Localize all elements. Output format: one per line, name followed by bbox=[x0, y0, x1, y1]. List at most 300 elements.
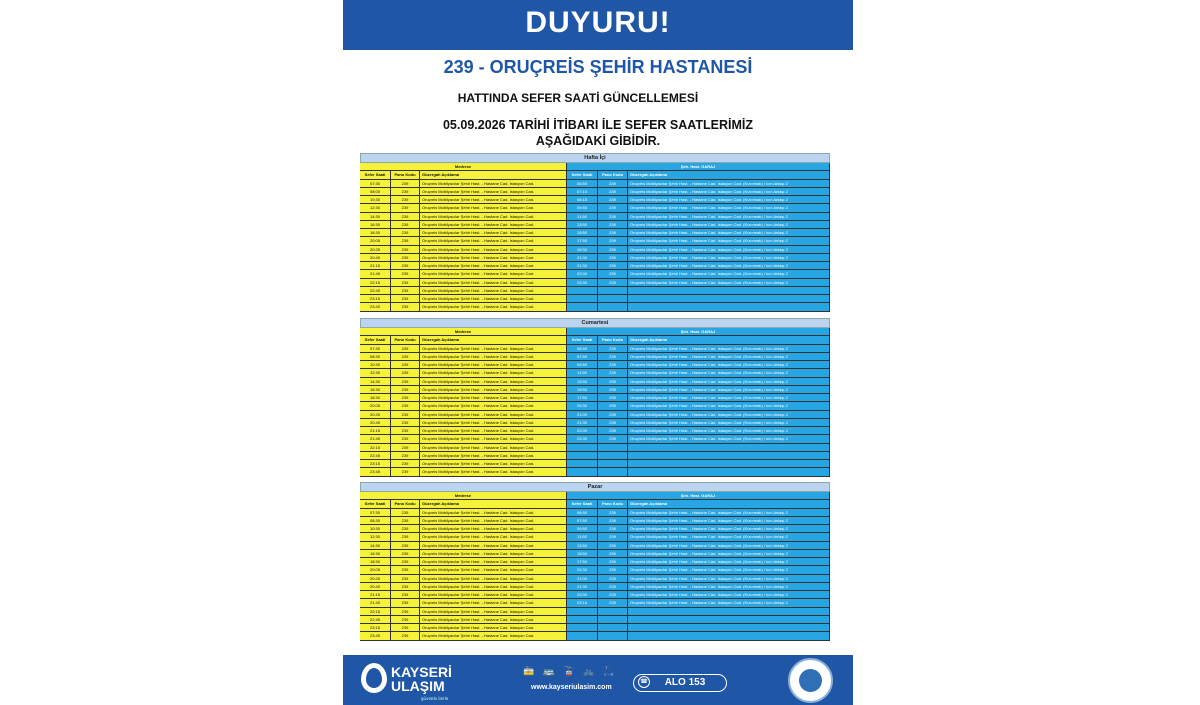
route-description: Oruçreis Mobilyacılar Şehir Hast. - Hastane Cad. İstasyon Cad. (Kızıırmak) / Icın Anlaşı 2 bbox=[628, 204, 830, 212]
route-description: Oruçreis Mobilyacılar Şehir Hast. - Hastane Cad. İstasyon Cad. (Kızıırmak) / Icın Anlaşı 2 bbox=[628, 575, 830, 583]
board-code: 239 bbox=[598, 270, 628, 278]
route-description: Oruçreis Mobilyacılar Şehir Hast. - Hastane Cad. İstasyon Cad. (Kızıırmak) / Icın Anlaşı 2 bbox=[628, 213, 830, 221]
table-row bbox=[567, 566, 830, 574]
departure-time: 22:15 bbox=[360, 279, 391, 287]
route-description: Oruçreis Mobilyacılar Şehir Hast. - Hastane Cad. İstasyon Cad. (Kızıırmak) / Icın Anlaşı 2 bbox=[628, 533, 830, 541]
table-row bbox=[567, 246, 830, 254]
table-row bbox=[567, 353, 830, 361]
stop-title-row bbox=[360, 492, 567, 500]
table-row bbox=[360, 427, 567, 435]
departure-time: 12:30 bbox=[360, 533, 391, 541]
header-code: Pano Kodu bbox=[598, 336, 628, 344]
table-row bbox=[567, 509, 830, 517]
left-stop-column bbox=[360, 492, 567, 641]
route-description: Oruçreis Mobilyacılar Şehir Hast. - Hastane Cad. İstasyon Cad. bbox=[420, 460, 567, 468]
board-code: 239 bbox=[391, 435, 420, 443]
table-row bbox=[360, 509, 567, 517]
departure-time bbox=[567, 632, 598, 640]
table-row bbox=[567, 583, 830, 591]
departure-time bbox=[567, 444, 598, 452]
route-description: Oruçreis Mobilyacılar Şehir Hast. - Hastane Cad. İstasyon Cad. bbox=[420, 246, 567, 254]
board-code: 239 bbox=[391, 204, 420, 212]
table-row bbox=[360, 345, 567, 353]
stop-name: Şeh. Hast. GARAJ bbox=[567, 328, 830, 336]
route-description: Oruçreis Mobilyacılar Şehir Hast. - Hastane Cad. İstasyon Cad. bbox=[420, 444, 567, 452]
table-row bbox=[567, 632, 830, 640]
board-code: 239 bbox=[391, 566, 420, 574]
table-row bbox=[360, 566, 567, 574]
departure-time: 22:00 bbox=[567, 427, 598, 435]
stop-name: Şeh. Hast. GARAJ bbox=[567, 163, 830, 171]
table-row bbox=[567, 196, 830, 204]
board-code: 239 bbox=[598, 566, 628, 574]
table-row bbox=[567, 517, 830, 525]
departure-time: 21:00 bbox=[567, 575, 598, 583]
table-row bbox=[360, 558, 567, 566]
schedule-table-3 bbox=[360, 482, 830, 641]
departure-time: 20:45 bbox=[360, 254, 391, 262]
board-code: 239 bbox=[391, 542, 420, 550]
departure-time: 22:45 bbox=[360, 616, 391, 624]
municipality-seal-icon bbox=[788, 658, 833, 703]
board-code: 239 bbox=[391, 287, 420, 295]
board-code: 239 bbox=[598, 427, 628, 435]
table-row bbox=[567, 295, 830, 303]
day-header: Pazar bbox=[360, 482, 830, 492]
departure-time: 22:45 bbox=[360, 287, 391, 295]
header-code: Pano Kodu bbox=[598, 500, 628, 508]
table-row bbox=[360, 435, 567, 443]
table-row bbox=[567, 599, 830, 607]
route-description bbox=[628, 452, 830, 460]
brand-logo-text: KAYSERİ ULAŞIM bbox=[391, 664, 452, 694]
table-row bbox=[360, 468, 567, 476]
departure-time: 16:30 bbox=[360, 386, 391, 394]
route-description bbox=[628, 444, 830, 452]
table-row bbox=[567, 616, 830, 624]
table-row bbox=[567, 345, 830, 353]
departure-time: 08:30 bbox=[360, 517, 391, 525]
announcement-poster bbox=[343, 0, 853, 705]
board-code: 239 bbox=[598, 599, 628, 607]
departure-time: 17:50 bbox=[567, 394, 598, 402]
route-description: Oruçreis Mobilyacılar Şehir Hast. - Hastane Cad. İstasyon Cad. bbox=[420, 411, 567, 419]
departure-time: 07:50 bbox=[567, 353, 598, 361]
departure-time: 09:50 bbox=[567, 204, 598, 212]
board-code bbox=[598, 295, 628, 303]
board-code: 239 bbox=[391, 262, 420, 270]
table-row bbox=[567, 550, 830, 558]
header-time: Sefer Saati bbox=[360, 336, 391, 344]
board-code: 239 bbox=[598, 517, 628, 525]
departure-time: 20:45 bbox=[360, 583, 391, 591]
table-row bbox=[360, 204, 567, 212]
board-code: 239 bbox=[391, 188, 420, 196]
right-stop-column bbox=[567, 328, 830, 477]
table-row bbox=[360, 419, 567, 427]
departure-time: 13:50 bbox=[567, 221, 598, 229]
board-code: 239 bbox=[391, 583, 420, 591]
board-code: 239 bbox=[391, 254, 420, 262]
route-description: Oruçreis Mobilyacılar Şehir Hast. - Hastane Cad. İstasyon Cad. (Kızıırmak) / Icın Anlaşı 2 bbox=[628, 180, 830, 188]
route-description: Oruçreis Mobilyacılar Şehir Hast. - Hastane Cad. İstasyon Cad. (Kızıırmak) / Icın Anlaşı 2 bbox=[628, 237, 830, 245]
departure-time: 23:30 bbox=[567, 435, 598, 443]
route-description bbox=[628, 624, 830, 632]
board-code bbox=[598, 303, 628, 311]
column-header-row bbox=[567, 171, 830, 179]
route-description: Oruçreis Mobilyacılar Şehir Hast. - Hastane Cad. İstasyon Cad. bbox=[420, 369, 567, 377]
table-row bbox=[360, 262, 567, 270]
header-time: Sefer Saati bbox=[567, 171, 598, 179]
board-code: 239 bbox=[598, 180, 628, 188]
departure-time: 07:50 bbox=[567, 517, 598, 525]
board-code: 239 bbox=[391, 419, 420, 427]
board-code: 239 bbox=[598, 378, 628, 386]
table-row bbox=[360, 369, 567, 377]
board-code: 239 bbox=[391, 533, 420, 541]
route-description bbox=[628, 303, 830, 311]
departure-time: 18:30 bbox=[360, 558, 391, 566]
board-code: 239 bbox=[598, 361, 628, 369]
table-row bbox=[567, 378, 830, 386]
route-description: Oruçreis Mobilyacılar Şehir Hast. - Hastane Cad. İstasyon Cad. (Kızıırmak) / Icın Anlaşı 2 bbox=[628, 229, 830, 237]
departure-time: 19:30 bbox=[567, 246, 598, 254]
board-code bbox=[598, 452, 628, 460]
table-row bbox=[567, 591, 830, 599]
table-row bbox=[360, 361, 567, 369]
day-header: Cumartesi bbox=[360, 318, 830, 328]
table-row bbox=[567, 221, 830, 229]
board-code: 239 bbox=[391, 246, 420, 254]
board-code: 239 bbox=[391, 394, 420, 402]
board-code: 239 bbox=[391, 353, 420, 361]
route-description: Oruçreis Mobilyacılar Şehir Hast. - Hastane Cad. İstasyon Cad. (Kızıırmak) / Icın Anlaşı 2 bbox=[628, 262, 830, 270]
table-row bbox=[360, 213, 567, 221]
table-row bbox=[360, 246, 567, 254]
header-code: Pano Kodu bbox=[391, 171, 420, 179]
board-code: 239 bbox=[598, 279, 628, 287]
table-row bbox=[567, 444, 830, 452]
board-code: 239 bbox=[598, 369, 628, 377]
departure-time: 07:30 bbox=[360, 509, 391, 517]
hotline-text: ALO 153 bbox=[664, 677, 706, 688]
board-code: 239 bbox=[598, 213, 628, 221]
board-code: 239 bbox=[391, 279, 420, 287]
departure-time: 20:05 bbox=[360, 402, 391, 410]
departure-time: 11:50 bbox=[567, 369, 598, 377]
route-description: Oruçreis Mobilyacılar Şehir Hast. - Hastane Cad. İstasyon Cad. bbox=[420, 402, 567, 410]
table-row bbox=[567, 419, 830, 427]
column-header-row bbox=[360, 500, 567, 508]
board-code: 239 bbox=[598, 509, 628, 517]
table-row bbox=[567, 287, 830, 295]
table-row bbox=[360, 180, 567, 188]
route-description bbox=[628, 608, 830, 616]
board-code bbox=[598, 287, 628, 295]
departure-time: 21:30 bbox=[567, 583, 598, 591]
route-description: Oruçreis Mobilyacılar Şehir Hast. - Hastane Cad. İstasyon Cad. bbox=[420, 303, 567, 311]
table-row bbox=[567, 394, 830, 402]
board-code: 239 bbox=[391, 270, 420, 278]
board-code: 239 bbox=[598, 411, 628, 419]
route-description: Oruçreis Mobilyacılar Şehir Hast. - Hastane Cad. İstasyon Cad. (Kızıırmak) / Icın Anlaşı 2 bbox=[628, 221, 830, 229]
location-pin-icon bbox=[361, 663, 387, 693]
brand-tagline: güvenle ilerle bbox=[421, 696, 449, 701]
route-description: Oruçreis Mobilyacılar Şehir Hast. - Hastane Cad. İstasyon Cad. bbox=[420, 295, 567, 303]
route-title: 239 - ORUÇREİS ŞEHİR HASTANESİ bbox=[443, 57, 753, 77]
table-row bbox=[567, 435, 830, 443]
route-description: Oruçreis Mobilyacılar Şehir Hast. - Hastane Cad. İstasyon Cad. (Kızıırmak) / Icın Anlaşı 2 bbox=[628, 279, 830, 287]
board-code: 239 bbox=[598, 229, 628, 237]
board-code: 239 bbox=[391, 599, 420, 607]
table-row bbox=[567, 254, 830, 262]
departure-time: 11:50 bbox=[567, 533, 598, 541]
board-code: 239 bbox=[391, 180, 420, 188]
table-row bbox=[360, 378, 567, 386]
board-code: 239 bbox=[391, 468, 420, 476]
route-description: Oruçreis Mobilyacılar Şehir Hast. - Hastane Cad. İstasyon Cad. (Kızıırmak) / Icın Anlaşı 2 bbox=[628, 378, 830, 386]
route-description: Oruçreis Mobilyacılar Şehir Hast. - Hastane Cad. İstasyon Cad. (Kızıırmak) / Icın Anlaşı 2 bbox=[628, 419, 830, 427]
table-row bbox=[567, 180, 830, 188]
departure-time: 20:25 bbox=[360, 246, 391, 254]
board-code: 239 bbox=[391, 237, 420, 245]
departure-time: 17:50 bbox=[567, 558, 598, 566]
departure-time: 21:30 bbox=[567, 262, 598, 270]
stop-title-row bbox=[567, 328, 830, 336]
table-row bbox=[567, 525, 830, 533]
route-description: Oruçreis Mobilyacılar Şehir Hast. - Hastane Cad. İstasyon Cad. (Kızıırmak) / Icın Anlaşı 2 bbox=[628, 542, 830, 550]
route-description: Oruçreis Mobilyacılar Şehir Hast. - Hastane Cad. İstasyon Cad. (Kızıırmak) / Icın Anlaşı 2 bbox=[628, 525, 830, 533]
departure-time: 08:00 bbox=[360, 188, 391, 196]
table-row bbox=[567, 411, 830, 419]
route-description: Oruçreis Mobilyacılar Şehir Hast. - Hastane Cad. İstasyon Cad. (Kızıırmak) / Icın Anlaşı 2 bbox=[628, 394, 830, 402]
route-description: Oruçreis Mobilyacılar Şehir Hast. - Hastane Cad. İstasyon Cad. (Kızıırmak) / Icın Anlaşı 2 bbox=[628, 246, 830, 254]
departure-time: 20:25 bbox=[360, 575, 391, 583]
table-row bbox=[567, 575, 830, 583]
board-code: 239 bbox=[598, 583, 628, 591]
departure-time: 06:50 bbox=[567, 345, 598, 353]
departure-time: 10:30 bbox=[360, 525, 391, 533]
table-row bbox=[360, 525, 567, 533]
board-code: 239 bbox=[598, 542, 628, 550]
departure-time: 12:30 bbox=[360, 204, 391, 212]
announcement-banner: DUYURU! bbox=[343, 0, 853, 50]
phone-icon: ☎ bbox=[638, 676, 650, 688]
board-code: 239 bbox=[391, 509, 420, 517]
route-description: Oruçreis Mobilyacılar Şehir Hast. - Hastane Cad. İstasyon Cad. bbox=[420, 427, 567, 435]
departure-time: 12:30 bbox=[360, 369, 391, 377]
departure-time: 10:30 bbox=[360, 361, 391, 369]
board-code: 239 bbox=[598, 246, 628, 254]
table-row bbox=[567, 608, 830, 616]
route-description: Oruçreis Mobilyacılar Şehir Hast. - Hastane Cad. İstasyon Cad. bbox=[420, 204, 567, 212]
route-description: Oruçreis Mobilyacılar Şehir Hast. - Hastane Cad. İstasyon Cad. bbox=[420, 591, 567, 599]
table-row bbox=[360, 517, 567, 525]
table-row bbox=[360, 583, 567, 591]
departure-time: 21:45 bbox=[360, 599, 391, 607]
table-row bbox=[567, 361, 830, 369]
route-description: Oruçreis Mobilyacılar Şehir Hast. - Hastane Cad. İstasyon Cad. bbox=[420, 262, 567, 270]
departure-time: 20:30 bbox=[567, 402, 598, 410]
departure-time: 21:30 bbox=[567, 419, 598, 427]
board-code: 239 bbox=[598, 386, 628, 394]
departure-time: 23:45 bbox=[360, 303, 391, 311]
table-row bbox=[360, 229, 567, 237]
route-description: Oruçreis Mobilyacılar Şehir Hast. - Hastane Cad. İstasyon Cad. bbox=[420, 287, 567, 295]
board-code: 239 bbox=[391, 303, 420, 311]
table-row bbox=[360, 270, 567, 278]
website-link[interactable]: www.kayseriulasim.com bbox=[531, 684, 612, 691]
update-subtitle: HATTINDA SEFER SAATİ GÜNCELLEMESİ bbox=[457, 91, 699, 105]
table-row bbox=[567, 204, 830, 212]
board-code: 239 bbox=[391, 460, 420, 468]
board-code: 239 bbox=[598, 394, 628, 402]
route-description: Oruçreis Mobilyacılar Şehir Hast. - Hastane Cad. İstasyon Cad. bbox=[420, 608, 567, 616]
board-code: 239 bbox=[598, 435, 628, 443]
left-stop-column bbox=[360, 163, 567, 312]
table-row bbox=[360, 591, 567, 599]
departure-time: 23:45 bbox=[360, 468, 391, 476]
header-code: Pano Kodu bbox=[598, 171, 628, 179]
departure-time: 21:00 bbox=[567, 254, 598, 262]
departure-time bbox=[567, 608, 598, 616]
departure-time: 20:45 bbox=[360, 419, 391, 427]
route-description: Oruçreis Mobilyacılar Şehir Hast. - Hastane Cad. İstasyon Cad. (Kızıırmak) / Icın Anlaşı 2 bbox=[628, 591, 830, 599]
route-description: Oruçreis Mobilyacılar Şehir Hast. - Hastane Cad. İstasyon Cad. bbox=[420, 632, 567, 640]
route-description: Oruçreis Mobilyacılar Şehir Hast. - Hastane Cad. İstasyon Cad. bbox=[420, 270, 567, 278]
route-description: Oruçreis Mobilyacılar Şehir Hast. - Hastane Cad. İstasyon Cad. bbox=[420, 452, 567, 460]
route-description: Oruçreis Mobilyacılar Şehir Hast. - Hastane Cad. İstasyon Cad. bbox=[420, 533, 567, 541]
departure-time: 22:45 bbox=[360, 452, 391, 460]
route-description: Oruçreis Mobilyacılar Şehir Hast. - Hastane Cad. İstasyon Cad. (Kızıırmak) / Icın Anlaşı 2 bbox=[628, 369, 830, 377]
route-description: Oruçreis Mobilyacılar Şehir Hast. - Hastane Cad. İstasyon Cad. (Kızıırmak) / Icın Anlaşı 2 bbox=[628, 599, 830, 607]
departure-time: 20:05 bbox=[360, 566, 391, 574]
departure-time: 23:45 bbox=[360, 632, 391, 640]
table-row bbox=[360, 303, 567, 311]
board-code: 239 bbox=[391, 624, 420, 632]
departure-time bbox=[567, 468, 598, 476]
departure-time: 09:50 bbox=[567, 361, 598, 369]
notice-line-1: 05.09.2026 TARİHİ İTİBARI İLE SEFER SAATLERİMİZ bbox=[442, 118, 753, 132]
table-row bbox=[567, 386, 830, 394]
board-code: 239 bbox=[391, 386, 420, 394]
table-row bbox=[567, 303, 830, 311]
board-code: 239 bbox=[391, 575, 420, 583]
route-description: Oruçreis Mobilyacılar Şehir Hast. - Hastane Cad. İstasyon Cad. (Kızıırmak) / Icın Anlaşı 2 bbox=[628, 188, 830, 196]
departure-time bbox=[567, 287, 598, 295]
route-description: Oruçreis Mobilyacılar Şehir Hast. - Hastane Cad. İstasyon Cad. (Kızıırmak) / Icın Anlaşı 2 bbox=[628, 566, 830, 574]
board-code: 239 bbox=[391, 558, 420, 566]
table-row bbox=[567, 369, 830, 377]
table-row bbox=[360, 444, 567, 452]
table-row bbox=[567, 262, 830, 270]
route-description: Oruçreis Mobilyacılar Şehir Hast. - Hastane Cad. İstasyon Cad. bbox=[420, 188, 567, 196]
table-row bbox=[360, 221, 567, 229]
board-code: 239 bbox=[391, 196, 420, 204]
departure-time: 23:15 bbox=[360, 460, 391, 468]
board-code: 239 bbox=[391, 525, 420, 533]
departure-time: 22:00 bbox=[567, 270, 598, 278]
route-description: Oruçreis Mobilyacılar Şehir Hast. - Hastane Cad. İstasyon Cad. (Kızıırmak) / Icın Anlaşı 2 bbox=[628, 435, 830, 443]
route-description: Oruçreis Mobilyacılar Şehir Hast. - Hastane Cad. İstasyon Cad. bbox=[420, 616, 567, 624]
route-description: Oruçreis Mobilyacılar Şehir Hast. - Hastane Cad. İstasyon Cad. bbox=[420, 378, 567, 386]
stop-name: Şeh. Hast. GARAJ bbox=[567, 492, 830, 500]
route-description bbox=[628, 632, 830, 640]
route-description: Oruçreis Mobilyacılar Şehir Hast. - Hastane Cad. İstasyon Cad. bbox=[420, 525, 567, 533]
route-description: Oruçreis Mobilyacılar Şehir Hast. - Hastane Cad. İstasyon Cad. bbox=[420, 213, 567, 221]
departure-time: 08:30 bbox=[360, 353, 391, 361]
notice-line-2: AŞAĞIDAKİ GİBİDİR. bbox=[535, 134, 661, 148]
departure-time: 23:30 bbox=[567, 279, 598, 287]
table-row bbox=[567, 237, 830, 245]
table-columns bbox=[360, 328, 830, 477]
table-row bbox=[567, 452, 830, 460]
table-row bbox=[360, 295, 567, 303]
departure-time: 07:30 bbox=[360, 180, 391, 188]
board-code: 239 bbox=[391, 361, 420, 369]
route-description: Oruçreis Mobilyacılar Şehir Hast. - Hastane Cad. İstasyon Cad. bbox=[420, 550, 567, 558]
table-row bbox=[567, 402, 830, 410]
departure-time: 21:15 bbox=[360, 591, 391, 599]
departure-time: 20:30 bbox=[567, 566, 598, 574]
header-time: Sefer Saati bbox=[567, 336, 598, 344]
table-row bbox=[567, 533, 830, 541]
board-code: 239 bbox=[391, 295, 420, 303]
board-code: 239 bbox=[391, 517, 420, 525]
board-code: 239 bbox=[598, 533, 628, 541]
departure-time: 20:25 bbox=[360, 411, 391, 419]
board-code: 239 bbox=[391, 608, 420, 616]
route-description bbox=[628, 468, 830, 476]
board-code: 239 bbox=[391, 229, 420, 237]
stop-name: Medrese bbox=[360, 328, 567, 336]
route-description: Oruçreis Mobilyacılar Şehir Hast. - Hastane Cad. İstasyon Cad. (Kızıırmak) / Icın Anlaşı 2 bbox=[628, 353, 830, 361]
route-description bbox=[628, 616, 830, 624]
board-code: 239 bbox=[391, 427, 420, 435]
departure-time: 11:50 bbox=[567, 213, 598, 221]
table-row bbox=[360, 460, 567, 468]
route-description: Oruçreis Mobilyacılar Şehir Hast. - Hastane Cad. İstasyon Cad. (Kızıırmak) / Icın Anlaşı 2 bbox=[628, 427, 830, 435]
table-row bbox=[567, 229, 830, 237]
table-row bbox=[567, 279, 830, 287]
route-description: Oruçreis Mobilyacılar Şehir Hast. - Hastane Cad. İstasyon Cad. bbox=[420, 353, 567, 361]
table-row bbox=[360, 394, 567, 402]
departure-time: 18:30 bbox=[360, 394, 391, 402]
table-row bbox=[567, 624, 830, 632]
route-description: Oruçreis Mobilyacılar Şehir Hast. - Hastane Cad. İstasyon Cad. (Kızıırmak) / Icın Anlaşı 2 bbox=[628, 583, 830, 591]
header-route: Güzergah Açıklama bbox=[420, 171, 567, 179]
footer-bar bbox=[343, 655, 853, 705]
route-description: Oruçreis Mobilyacılar Şehir Hast. - Hastane Cad. İstasyon Cad. bbox=[420, 221, 567, 229]
route-description: Oruçreis Mobilyacılar Şehir Hast. - Hastane Cad. İstasyon Cad. bbox=[420, 468, 567, 476]
header-code: Pano Kodu bbox=[391, 500, 420, 508]
board-code: 239 bbox=[598, 575, 628, 583]
departure-time: 21:00 bbox=[567, 411, 598, 419]
board-code bbox=[598, 624, 628, 632]
board-code: 239 bbox=[598, 419, 628, 427]
board-code: 239 bbox=[598, 550, 628, 558]
board-code: 239 bbox=[391, 402, 420, 410]
board-code: 239 bbox=[391, 591, 420, 599]
departure-time: 22:00 bbox=[567, 591, 598, 599]
route-description bbox=[628, 295, 830, 303]
route-description: Oruçreis Mobilyacılar Şehir Hast. - Hastane Cad. İstasyon Cad. (Kızıırmak) / Icın Anlaşı 2 bbox=[628, 402, 830, 410]
table-row bbox=[567, 558, 830, 566]
column-header-row bbox=[567, 336, 830, 344]
departure-time: 08:15 bbox=[567, 196, 598, 204]
route-description: Oruçreis Mobilyacılar Şehir Hast. - Hastane Cad. İstasyon Cad. (Kızıırmak) / Icın Anlaşı 2 bbox=[628, 509, 830, 517]
route-description: Oruçreis Mobilyacılar Şehir Hast. - Hastane Cad. İstasyon Cad. bbox=[420, 180, 567, 188]
